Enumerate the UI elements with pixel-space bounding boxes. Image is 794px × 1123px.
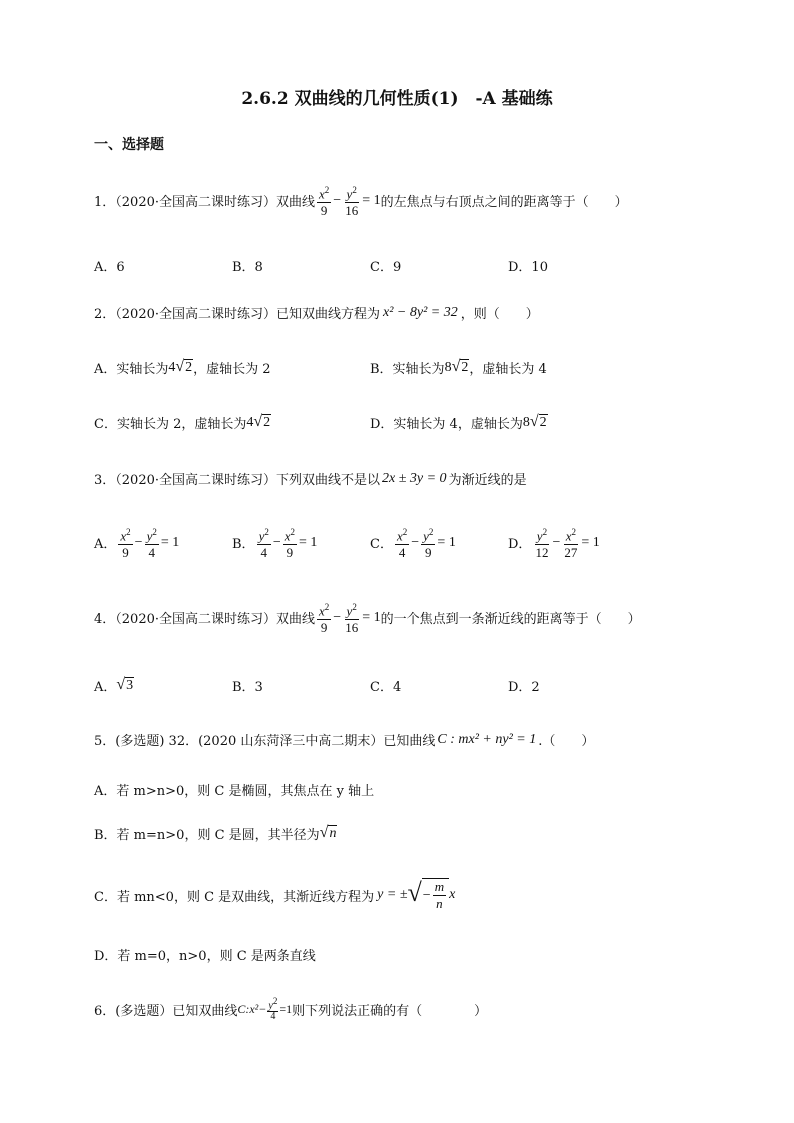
q2-suffix: ，则（ ） bbox=[460, 307, 539, 322]
q2-equation: x² − 8y² = 32 bbox=[383, 304, 458, 320]
question-4: 4．（2020·全国高二课时练习）双曲线 $\frac{x^2}{9}$ − $\frac{y^2}{16}$ = 1 的一个焦点到一条渐近线的距离等于（ ） bbox=[94, 599, 641, 636]
page-title: 2.6.2 双曲线的几何性质(1) -A 基础练 bbox=[241, 89, 553, 109]
q2-option-d-text: D．实轴长为 4，虚轴长为 bbox=[370, 417, 523, 432]
question-5 bbox=[94, 730, 594, 749]
q3-option-b: B． $\frac{y^2}{4}$ − $\frac{x^2}{9}$ = 1 bbox=[232, 524, 317, 561]
question-1: 1．（2020·全国高二课时练习）双曲线 $\frac{x^2}{9}$ − $\frac{y^2}{16}$ = 1 的左焦点与右顶点之间的距离等于（ ） bbox=[94, 182, 628, 219]
q4-option-a: A． √ 3 bbox=[94, 676, 134, 695]
question-3 bbox=[94, 469, 527, 488]
q6-fraction: $\frac{y^2}{4}$ bbox=[268, 996, 278, 1023]
q3-option-a: A． $\frac{x^2}{9}$ − $\frac{y^2}{4}$ = 1 bbox=[94, 524, 179, 561]
q5-option-c: C．若 mn<0，则 C 是双曲线，其渐近线方程为 y = ± √ − $\frac{m}{n}$ x bbox=[94, 878, 456, 911]
q1-suffix: 的左焦点与右顶点之间的距离等于（ ） bbox=[380, 195, 628, 211]
q4-option-c: C．4 bbox=[370, 680, 402, 695]
q1-prefix: 1．（2020·全国高二课时练习）双曲线 bbox=[94, 195, 315, 211]
q3-equation: 2x ± 3y = 0 bbox=[382, 470, 447, 486]
q2-option-a: A．实轴长为 4 √ 2 ，虚轴长为 2 bbox=[94, 358, 271, 377]
q4-option-d: D．2 bbox=[508, 680, 540, 695]
q4-prefix: 4．（2020·全国高二课时练习）双曲线 bbox=[94, 612, 315, 628]
q2-prefix: 2．（2020·全国高二课时练习）已知双曲线方程为 bbox=[94, 307, 380, 322]
q1-fraction-x: $\frac{x^2}{9}$ bbox=[317, 182, 331, 219]
q5-option-c-text: C．若 mn<0，则 C 是双曲线，其渐近线方程为 bbox=[94, 889, 375, 905]
q6-suffix: 则下列说法正确的有（ ） bbox=[292, 1003, 488, 1019]
q4-fraction-x: $\frac{x^2}{9}$ bbox=[317, 599, 331, 636]
q3-prefix: 3．（2020·全国高二课时练习）下列双曲线不是以 bbox=[94, 473, 380, 488]
q5-option-a: A．若 m>n>0，则 C 是椭圆，其焦点在 y 轴上 bbox=[94, 784, 375, 799]
question-6 bbox=[94, 996, 487, 1022]
q4-suffix: 的一个焦点到一条渐近线的距离等于（ ） bbox=[380, 612, 641, 628]
q2-option-c-text: C．实轴长为 2，虚轴长为 bbox=[94, 417, 247, 432]
q3-suffix: 为渐近线的是 bbox=[448, 473, 527, 488]
q6-eq-left: C:x²− bbox=[237, 1001, 267, 1016]
q3-option-d-label: D． bbox=[508, 537, 532, 553]
section-heading: 一、选择题 bbox=[94, 137, 164, 153]
q5-option-b: B．若 m=n>0，则 C 是圆，其半径为 √ n bbox=[94, 824, 337, 843]
question-2 bbox=[94, 303, 539, 322]
q3-option-a-label: A． bbox=[94, 537, 117, 553]
q3-option-c: C． $\frac{x^2}{4}$ − $\frac{y^2}{9}$ = 1 bbox=[370, 524, 456, 561]
q2-option-b-text2: ，虚轴长为 4 bbox=[469, 362, 547, 377]
q2-option-b: B．实轴长为 8 √ 2 ，虚轴长为 4 bbox=[370, 358, 547, 377]
q1-option-c: C．9 bbox=[370, 260, 402, 275]
q4-option-b: B．3 bbox=[232, 680, 263, 695]
q5-equation: C : mx² + ny² = 1 bbox=[437, 731, 537, 747]
q4-option-a-label: A． bbox=[94, 680, 117, 695]
q6-eq-right: =1 bbox=[279, 1001, 293, 1016]
q3-option-d: D． $\frac{y^2}{12}$ − $\frac{x^2}{27}$ = 1 bbox=[508, 524, 600, 561]
q6-prefix: 6．(多选题）已知双曲线 bbox=[94, 1003, 238, 1019]
q1-option-d: D．10 bbox=[508, 260, 548, 275]
q2-option-a-text: A．实轴长为 bbox=[94, 362, 169, 377]
q2-option-a-text2: ，虚轴长为 2 bbox=[193, 362, 271, 377]
q1-option-b: B．8 bbox=[232, 260, 263, 275]
q5-option-d: D．若 m=0，n>0，则 C 是两条直线 bbox=[94, 949, 316, 964]
q5-suffix: .（ ） bbox=[538, 734, 595, 749]
q5-option-b-text: B．若 m=n>0，则 C 是圆，其半径为 bbox=[94, 828, 320, 843]
q3-option-b-label: B． bbox=[232, 537, 255, 553]
q1-fraction-y: $\frac{y^2}{16}$ bbox=[343, 182, 360, 219]
q1-option-a: A．6 bbox=[94, 260, 125, 275]
q2-option-c: C．实轴长为 2，虚轴长为 4 √ 2 bbox=[94, 413, 271, 432]
q2-option-b-text: B．实轴长为 bbox=[370, 362, 445, 377]
q3-option-c-label: C． bbox=[370, 537, 393, 553]
q4-fraction-y: $\frac{y^2}{16}$ bbox=[343, 599, 360, 636]
q2-option-d: D．实轴长为 4，虚轴长为 8 √ 2 bbox=[370, 413, 547, 432]
q5-prefix: 5．(多选题) 32．(2020 山东菏泽三中高二期末）已知曲线 bbox=[94, 734, 436, 749]
